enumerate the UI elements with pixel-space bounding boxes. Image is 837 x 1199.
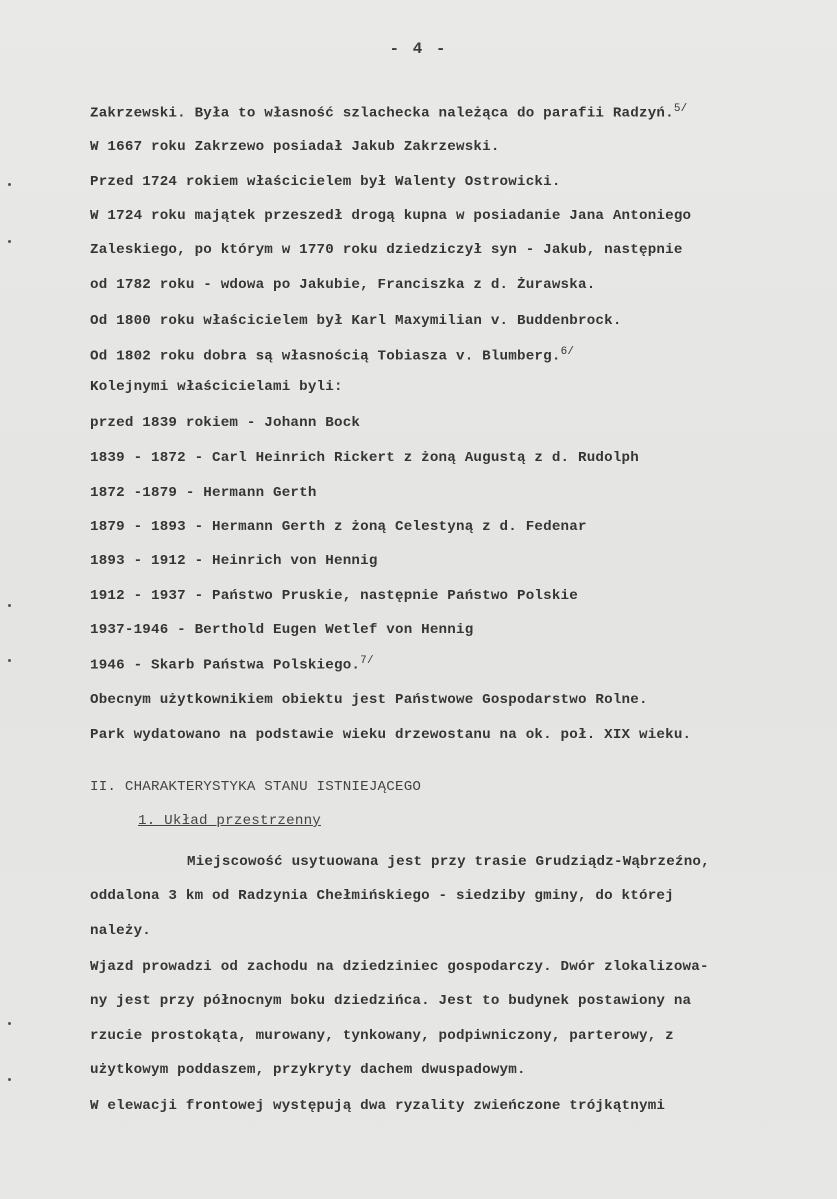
text-line: W elewacji frontowej występują dwa ryzality zwieńczone trójkątnymi [90,1098,666,1114]
text-line: Zaleskiego, po którym w 1770 roku dziedziczył syn - Jakub, następnie [90,242,683,258]
text-line: Zakrzewski. Była to własność szlachecka należąca do parafii Radzyń.$^{5/}$ [90,103,688,122]
text-line: Park wydatowano na podstawie wieku drzewostanu na ok. poł. XIX wieku. [90,727,692,743]
text-line: Od 1802 roku dobra są własnością Tobiasza v. Blumberg.$^{6/}$ [90,346,575,365]
text-line: Wjazd prowadzi od zachodu na dziedziniec gospodarczy. Dwór zlokalizowa- [90,959,709,975]
text-line: W 1724 roku majątek przeszedł drogą kupna w posiadanie Jana Antoniego [90,208,692,224]
text-line: 1937-1946 - Berthold Eugen Wetlef von Hennig [90,622,474,638]
section-heading: II. CHARAKTERYSTYKA STANU ISTNIEJĄCEGO [90,779,422,795]
text-line: oddalona 3 km od Radzynia Chełmińskiego - siedziby gminy, do której [90,888,674,904]
footnote-ref: 6/ [560,346,575,358]
text-line: Od 1800 roku właścicielem był Karl Maxymilian v. Buddenbrock. [90,313,622,329]
text-line: 1872 -1879 - Hermann Gerth [90,485,317,501]
punch-hole-mark [8,183,11,186]
text-line: 1839 - 1872 - Carl Heinrich Rickert z żoną Augustą z d. Rudolph [90,450,639,466]
text-line: 1893 - 1912 - Heinrich von Hennig [90,553,378,569]
punch-hole-mark [8,659,11,662]
text-line: użytkowym poddaszem, przykryty dachem dwuspadowym. [90,1062,526,1078]
subsection-heading: 1. Układ przestrzenny [138,813,321,829]
text-line: 1912 - 1937 - Państwo Pruskie, następnie Państwo Polskie [90,588,578,604]
text-line: ny jest przy północnym boku dziedzińca. Jest to budynek postawiony na [90,993,692,1009]
punch-hole-mark [8,1022,11,1025]
text-line: Kolejnymi właścicielami byli: [90,379,343,395]
text-line: W 1667 roku Zakrzewo posiadał Jakub Zakrzewski. [90,139,500,155]
footnote-ref: 5/ [673,103,688,115]
text-line: 1879 - 1893 - Hermann Gerth z żoną Celestyną z d. Fedenar [90,519,587,535]
text-line: przed 1839 rokiem - Johann Bock [90,415,361,431]
text-line: należy. [90,923,151,939]
text-line: od 1782 roku - wdowa po Jakubie, Franciszka z d. Żurawska. [90,277,596,293]
text-line: Miejscowość usytuowana jest przy trasie Grudziądz-Wąbrzeźno, [187,854,710,870]
text-line: rzucie prostokąta, murowany, tynkowany, podpiwniczony, parterowy, z [90,1028,674,1044]
text-line: 1946 - Skarb Państwa Polskiego.$^{7/}$ [90,655,374,674]
text-line: Przed 1724 rokiem właścicielem był Walenty Ostrowicki. [90,174,561,190]
footnote-ref: 7/ [360,655,374,667]
page-number: - 4 - [389,40,448,58]
punch-hole-mark [8,1078,11,1081]
punch-hole-mark [8,240,11,243]
text-line: Obecnym użytkownikiem obiektu jest Państwowe Gospodarstwo Rolne. [90,692,648,708]
punch-hole-mark [8,604,11,607]
